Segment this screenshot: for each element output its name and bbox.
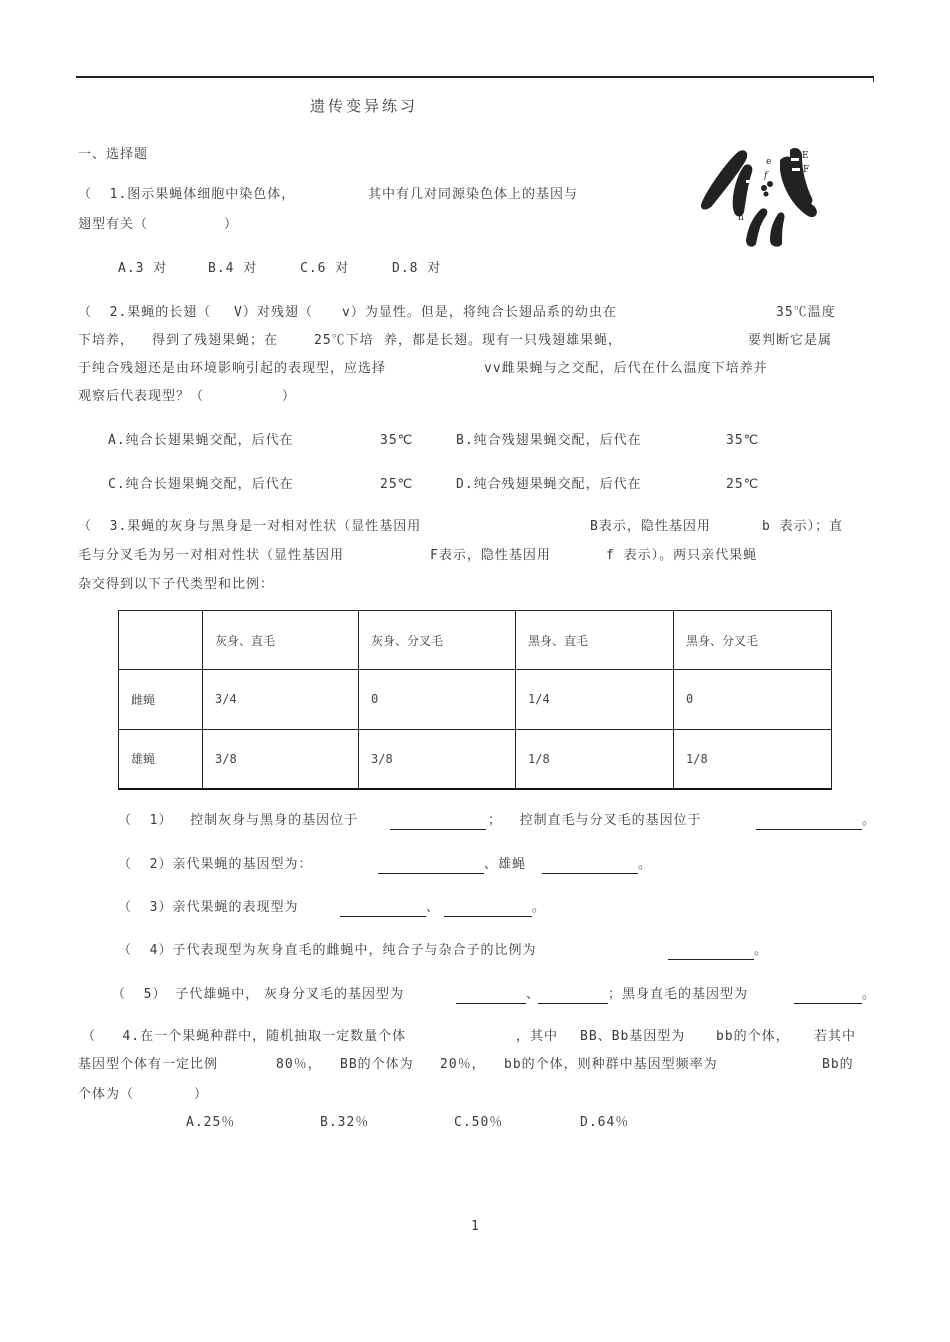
table-header-cell: [119, 611, 203, 670]
q2-l3b: vv雌果蝇与之交配，后代在什么温度下培养并: [484, 361, 768, 376]
q2-l2c: 25℃下培: [314, 333, 374, 348]
answer-blank[interactable]: [538, 1003, 608, 1004]
answer-blank[interactable]: [456, 1003, 526, 1004]
q3-s3c: 。: [532, 900, 547, 915]
q4-option-d: D.64％: [580, 1115, 630, 1130]
q2-option-c-temp: 25℃: [380, 477, 414, 492]
page-title: 遗传变异练习: [310, 97, 419, 115]
q1-line2a: 翅型有关（: [78, 217, 149, 232]
q3-l1c: b 表示）；直: [762, 519, 844, 534]
q4-l2a: 基因型个体有一定比例: [78, 1057, 219, 1072]
q2-option-c: C.纯合长翅果蝇交配，后代在: [108, 477, 294, 492]
q2-option-a-temp: 35℃: [380, 433, 414, 448]
offspring-table: [118, 610, 832, 790]
q4-option-a: A.25％: [186, 1115, 236, 1130]
q2-l1b: V）对残翅（: [234, 305, 313, 320]
answer-blank[interactable]: [378, 873, 484, 874]
q4-l1a: （ 4.在一个果蝇种群中，随机抽取一定数量个体: [82, 1029, 407, 1044]
table-cell: 1/4: [516, 670, 674, 729]
q2-l1a: （ 2.果蝇的长翅（: [78, 305, 212, 320]
q3-s4b: 。: [754, 943, 769, 958]
q1-line2b: ）: [224, 217, 239, 232]
q3-s5c: 、: [526, 987, 541, 1002]
q3-l2a: 毛与分叉毛为另一对相对性状（显性基因用: [78, 548, 345, 563]
answer-blank[interactable]: [542, 873, 638, 874]
q1-option-a: A.3 对: [118, 261, 168, 276]
table-cell: 3/8: [203, 729, 359, 789]
q4-l2c: BB的个体为: [340, 1057, 414, 1072]
q3-l3: 杂交得到以下子代类型和比例：: [78, 577, 275, 592]
table-cell: 0: [674, 670, 832, 729]
header-rule: [76, 76, 874, 78]
q2-l3a: 于纯合残翅还是由环境影响引起的表现型，应选择: [78, 361, 387, 376]
q3-s2c: 。: [638, 857, 653, 872]
q1-line1a: （ 1.图示果蝇体细胞中染色体，: [78, 187, 296, 202]
table-row: [119, 670, 832, 729]
label-h: h: [738, 213, 744, 223]
q4-l2f: Bb的: [822, 1057, 854, 1072]
q4-l2d: 20％，: [440, 1057, 486, 1072]
q3-s5b: 灰身分叉毛的基因型为: [264, 987, 405, 1002]
q3-s2a: （ 2）亲代果蝇的基因型为：: [118, 857, 313, 872]
label-e: e: [766, 157, 772, 167]
q1-option-c: C.6 对: [300, 261, 350, 276]
q2-l2e: 要判断它是属: [748, 333, 833, 348]
table-header-row: [119, 611, 832, 670]
table-header-cell: 黑身、分叉毛: [674, 611, 832, 670]
table-row: [119, 729, 832, 789]
q1-line1b: 其中有几对同源染色体上的基因与: [368, 187, 579, 202]
q3-l1a: （ 3.果蝇的灰身与黑身是一对相对性状（显性基因用: [78, 519, 422, 534]
q1-option-d: D.8 对: [392, 261, 442, 276]
q4-l1b: ，其中: [516, 1029, 559, 1044]
q4-l2e: bb的个体，则种群中基因型频率为: [504, 1057, 718, 1072]
answer-blank[interactable]: [444, 916, 532, 917]
q4-l1d: bb的个体，: [716, 1029, 790, 1044]
q3-s5e: 。: [862, 987, 877, 1002]
table-header-cell: 灰身、直毛: [203, 611, 359, 670]
q2-l1d: 35℃温度: [776, 305, 836, 320]
label-f: f: [764, 171, 768, 181]
page-number: 1: [471, 1219, 480, 1234]
label-E: E: [802, 151, 809, 161]
q2-l4b: ）: [282, 389, 297, 404]
q4-l3b: ）: [194, 1087, 209, 1102]
q3-s5a: （ 5） 子代雄蝇中，: [112, 987, 260, 1002]
chromosome-figure: [690, 140, 830, 248]
answer-blank[interactable]: [340, 916, 426, 917]
table-header-cell: 灰身、分叉毛: [359, 611, 516, 670]
table-cell: 3/4: [203, 670, 359, 729]
table-cell: 1/8: [674, 729, 832, 789]
table-cell: 1/8: [516, 729, 674, 789]
q3-s1b: ； 控制直毛与分叉毛的基因位于: [488, 813, 702, 828]
q3-s5d: ；黑身直毛的基因型为: [608, 987, 749, 1002]
q4-option-b: B.32％: [320, 1115, 370, 1130]
q3-s2b: 、雄蝇: [484, 857, 527, 872]
q2-l2d: 养，都是长翅。现有一只残翅雄果蝇，: [384, 333, 623, 348]
q3-s3b: 、: [426, 900, 441, 915]
answer-blank[interactable]: [390, 829, 486, 830]
q2-l2b: 得到了残翅果蝇；在: [152, 333, 279, 348]
q4-l3a: 个体为（: [78, 1087, 135, 1102]
q1-option-b: B.4 对: [208, 261, 258, 276]
table-cell: 雌蝇: [119, 670, 203, 729]
q4-option-c: C.50％: [454, 1115, 504, 1130]
q2-option-d: D.纯合残翅果蝇交配，后代在: [456, 477, 642, 492]
q2-l1c: v）为显性。但是，将纯合长翅品系的幼虫在: [342, 305, 617, 320]
chromosome-6: [770, 212, 785, 246]
q2-option-b-temp: 35℃: [726, 433, 760, 448]
answer-blank[interactable]: [756, 829, 862, 830]
q2-option-a: A.纯合长翅果蝇交配，后代在: [108, 433, 294, 448]
q3-l2b: F表示，隐性基因用: [430, 548, 551, 563]
q2-option-d-temp: 25℃: [726, 477, 760, 492]
answer-blank[interactable]: [668, 959, 754, 960]
q3-s4a: （ 4）子代表现型为灰身直毛的雌蝇中，纯合子与杂合子的比例为: [118, 943, 537, 958]
q4-l2b: 80％，: [276, 1057, 322, 1072]
table-cell: 雄蝇: [119, 729, 203, 789]
q3-l2c: f 表示）。两只亲代果蝇: [606, 548, 758, 563]
q2-l4a: 观察后代表现型？（: [78, 389, 205, 404]
table-cell: 3/8: [359, 729, 516, 789]
q4-l1c: BB、Bb基因型为: [580, 1029, 686, 1044]
table-header-cell: 黑身、直毛: [516, 611, 674, 670]
q2-l2a: 下培养，: [78, 333, 135, 348]
label-F: F: [803, 165, 810, 175]
q2-option-b: B.纯合残翅果蝇交配，后代在: [456, 433, 642, 448]
table-cell: 0: [359, 670, 516, 729]
q4-l1e: 若其中: [814, 1029, 857, 1044]
section-heading: 一、选择题: [78, 147, 149, 162]
q3-l1b: B表示，隐性基因用: [590, 519, 711, 534]
q3-s3a: （ 3）亲代果蝇的表现型为: [118, 900, 299, 915]
q3-s1a: （ 1） 控制灰身与黑身的基因位于: [118, 813, 359, 828]
q3-s1c: 。: [862, 813, 877, 828]
answer-blank[interactable]: [794, 1003, 862, 1004]
